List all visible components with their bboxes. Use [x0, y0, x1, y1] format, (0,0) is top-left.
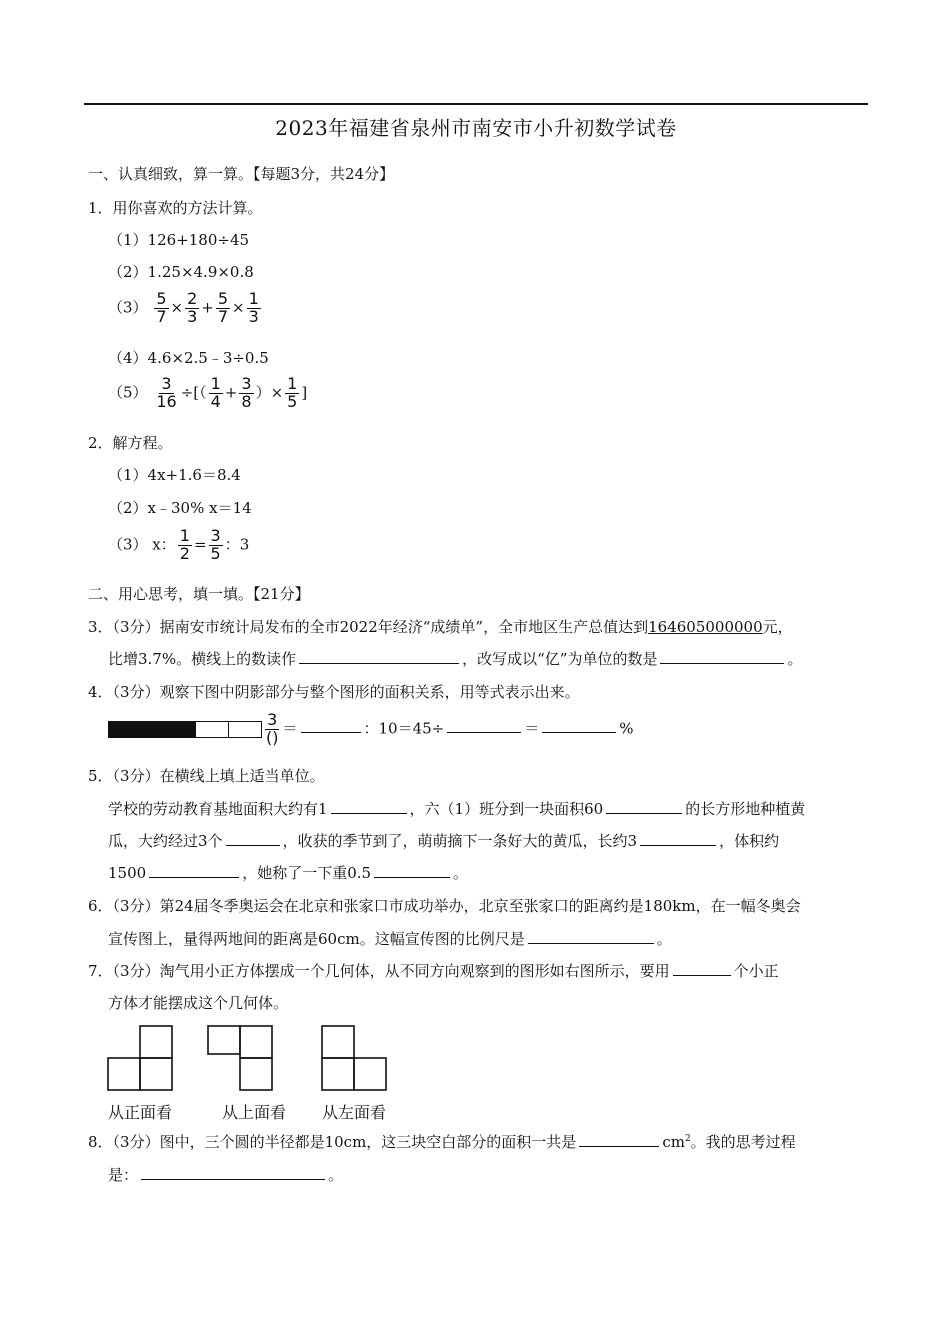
front-view-caption: 从正面看	[108, 1103, 173, 1122]
q8-line1: 8．（3分）图中，三个圆的半径都是10cm，这三块空白部分的面积一共是 $cm^2$。我的思考过程	[88, 1133, 796, 1151]
q4-equation: $\frac{3}{()}$ ＝ ：10＝45÷ ＝ %	[108, 712, 634, 747]
q4-stem: 4．（3分）观察下图中阴影部分与整个图形的面积关系，用等式表示出来。	[88, 683, 580, 701]
answer-blank[interactable]	[331, 798, 407, 814]
empty-segment	[195, 722, 228, 737]
section-2-heading: 二、用心思考，填一填。【21分】	[88, 585, 310, 603]
q1-part1: （1）126+180÷45	[108, 231, 250, 249]
q3-line2: 比增3.7%。横线上的数读作 ，改写成以“亿”为单位的数是 。	[108, 650, 803, 668]
q6-line2: 宣传图上，量得两地间的距离是60cm。这幅宣传图的比例尺是 。	[108, 930, 672, 948]
fraction: $\frac{1}{2}$	[179, 526, 190, 563]
left-view-figure	[322, 1026, 386, 1090]
shaded-bar-diagram	[108, 721, 262, 738]
q1-part3: （3） $\frac{5}{7}$ × $\frac{2}{3}$ + $\frac{5}{7}$ × $\frac{1}{3}$	[108, 289, 259, 326]
answer-blank[interactable]	[141, 1164, 325, 1180]
q7-line1: 7．（3分）淘气用小正方体摆成一个几何体，从不同方向观察到的图形如右图所示，要用 个小正	[88, 962, 779, 980]
answer-blank[interactable]	[660, 648, 784, 664]
q5-line2: 瓜，大约经过3个 ，收获的季节到了，萌萌摘下一条好大的黄瓜，长约3 ，体积约	[108, 832, 780, 850]
q2-part3: （3） x： $\frac{1}{2}$ = $\frac{3}{5}$ ：3	[108, 526, 250, 563]
gdp-number: 164605000000	[648, 618, 763, 636]
answer-blank[interactable]	[606, 798, 682, 814]
fraction: $\frac{2}{3}$	[187, 289, 198, 326]
three-view-drawings	[106, 1022, 406, 1094]
fraction: $\frac{3}{5}$	[210, 526, 221, 563]
section-1-heading: 一、认真细致，算一算。【每题3分，共24分】	[88, 165, 395, 183]
q1-part4: （4）4.6×2.5﹣3÷0.5	[108, 349, 269, 367]
fraction: $\frac{3}{16}$	[156, 374, 177, 411]
fraction: $\frac{1}{4}$	[210, 374, 221, 411]
q3-line1: 3．（3分）据南安市统计局发布的全市2022年经济“成绩单”，全市地区生产总值达到164605000000元，	[88, 618, 793, 636]
answer-blank[interactable]	[673, 960, 731, 976]
fraction: $\frac{1}{3}$	[248, 289, 259, 326]
q2-part2: （2）x﹣30% x＝14	[108, 499, 252, 517]
fraction: $\frac{5}{7}$	[217, 289, 229, 326]
q6-line1: 6．（3分）第24届冬季奥运会在北京和张家口市成功举办，北京至张家口的距离约是180km，在一幅冬奥会	[88, 897, 801, 915]
q5-stem: 5．（3分）在横线上填上适当单位。	[88, 767, 325, 785]
answer-blank[interactable]	[579, 1131, 659, 1147]
answer-blank[interactable]	[640, 830, 716, 846]
q2-part1: （1）4x+1.6＝8.4	[108, 466, 241, 484]
answer-blank[interactable]	[226, 830, 280, 846]
answer-blank[interactable]	[374, 862, 450, 878]
q5-line3: 1500 ，她称了一下重0.5 。	[108, 864, 469, 882]
answer-blank[interactable]	[447, 717, 521, 733]
q7-line2: 方体才能摆成这个几何体。	[108, 994, 289, 1012]
fraction: $\frac{1}{5}$	[287, 374, 298, 411]
empty-segment	[228, 722, 261, 737]
answer-blank[interactable]	[542, 717, 616, 733]
left-view-caption: 从左面看	[322, 1103, 387, 1122]
q2-stem: 2．解方程。	[88, 434, 173, 452]
shaded-segment	[109, 722, 195, 737]
answer-blank[interactable]	[299, 648, 459, 664]
answer-blank[interactable]	[301, 717, 361, 733]
q5-line1: 学校的劳动教育基地面积大约有1 ，六（1）班分到一块面积60 的长方形地种植黄	[108, 800, 806, 818]
fraction: $\frac{5}{7}$	[156, 289, 167, 326]
header-rule	[84, 103, 868, 105]
front-view-figure	[108, 1026, 172, 1090]
fraction: $\frac{3}{()}$	[266, 710, 279, 747]
top-view-caption: 从上面看	[222, 1103, 287, 1122]
answer-blank[interactable]	[149, 862, 239, 878]
q8-line2: 是： 。	[108, 1166, 344, 1184]
fraction: $\frac{3}{8}$	[241, 374, 252, 411]
q1-part5: （5） $\frac{3}{16}$ ÷[（ $\frac{1}{4}$ + $\frac{3}{8}$ ）× $\frac{1}{5}$ ]	[108, 374, 308, 411]
page-title: 2023年福建省泉州市南安市小升初数学试卷	[275, 116, 677, 140]
q1-stem: 1．用你喜欢的方法计算。	[88, 199, 263, 217]
answer-blank[interactable]	[528, 928, 654, 944]
q1-part2: （2）1.25×4.9×0.8	[108, 263, 254, 281]
top-view-figure	[208, 1026, 272, 1090]
